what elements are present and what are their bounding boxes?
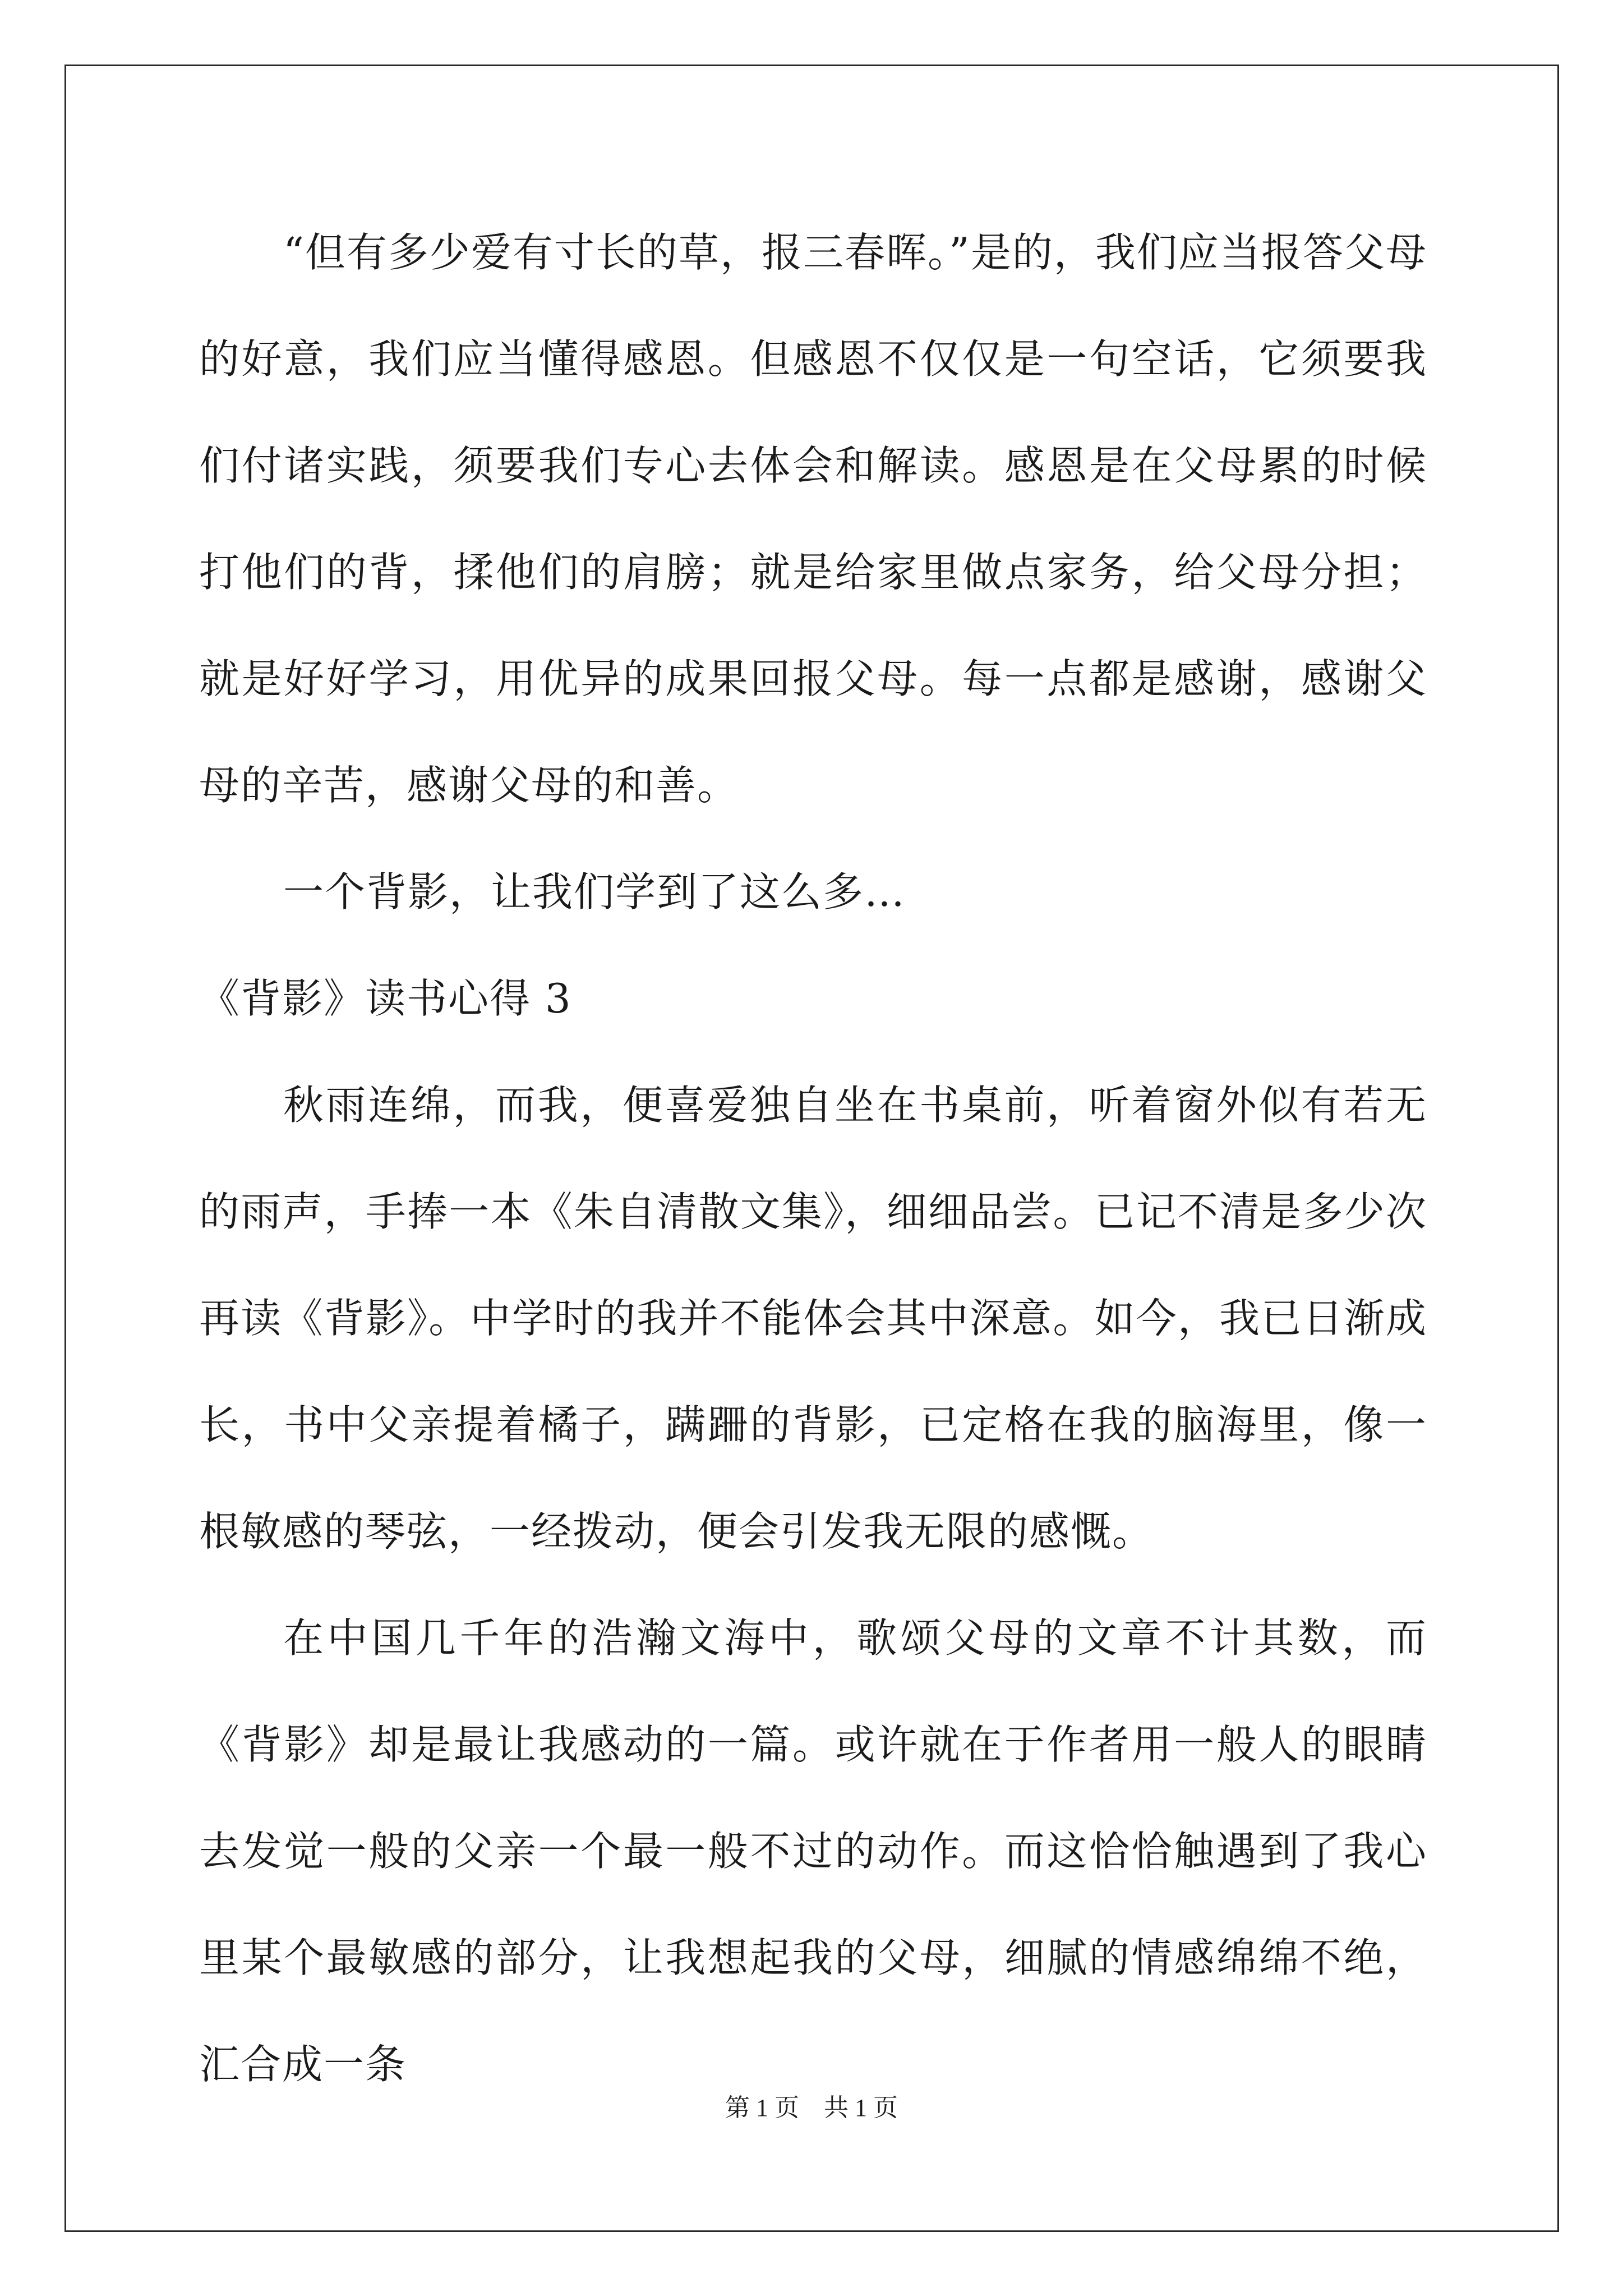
page-footer: 第 1 页 共 1 页 bbox=[725, 2094, 898, 2122]
paragraph-gratitude: “但有多少爱有寸长的草，报三春晖。”是的，我们应当报答父母的好意，我们应当懂得感恩。但感恩不仅仅是一句空话，它须要我们付诸实践，须要我们专心去体会和解读。感恩是在父母累的时候打他们的背，揉他们的肩膀；就是给家里做点家务，给父母分担；就是好好学习，用优异的成果回报父母。每一点都是感谢，感谢父母的辛苦，感谢父母的和善。 bbox=[199, 229, 1427, 809]
section-heading: 《背影》读书心得 3 bbox=[199, 975, 572, 1022]
paragraph-autumn-rain: 秋雨连绵，而我，便喜爱独自坐在书桌前，听着窗外似有若无的雨声，手捧一本《朱自清散文集》，细细品尝。已记不清是多少次再读《背影》。中学时的我并不能体会其中深意。如今，我已日渐成长，书中父亲提着橘子，蹒跚的背影，已定格在我的脑海里，像一根敏感的琴弦，一经拨动，便会引发我无限的感慨。 bbox=[199, 1082, 1427, 1555]
paragraph-closing: 一个背影，让我们学到了这么多… bbox=[283, 868, 906, 915]
paragraph-literature: 在中国几千年的浩瀚文海中，歌颂父母的文章不计其数，而《背影》却是最让我感动的一篇。或许就在于作者用一般人的眼睛去发觉一般的父亲一个最一般不过的动作。而这恰恰触遇到了我心里某个最敏感的部分，让我想起我的父母，细腻的情感绵绵不绝，汇合成一条 bbox=[199, 1614, 1427, 2088]
document-body bbox=[199, 199, 1427, 2118]
